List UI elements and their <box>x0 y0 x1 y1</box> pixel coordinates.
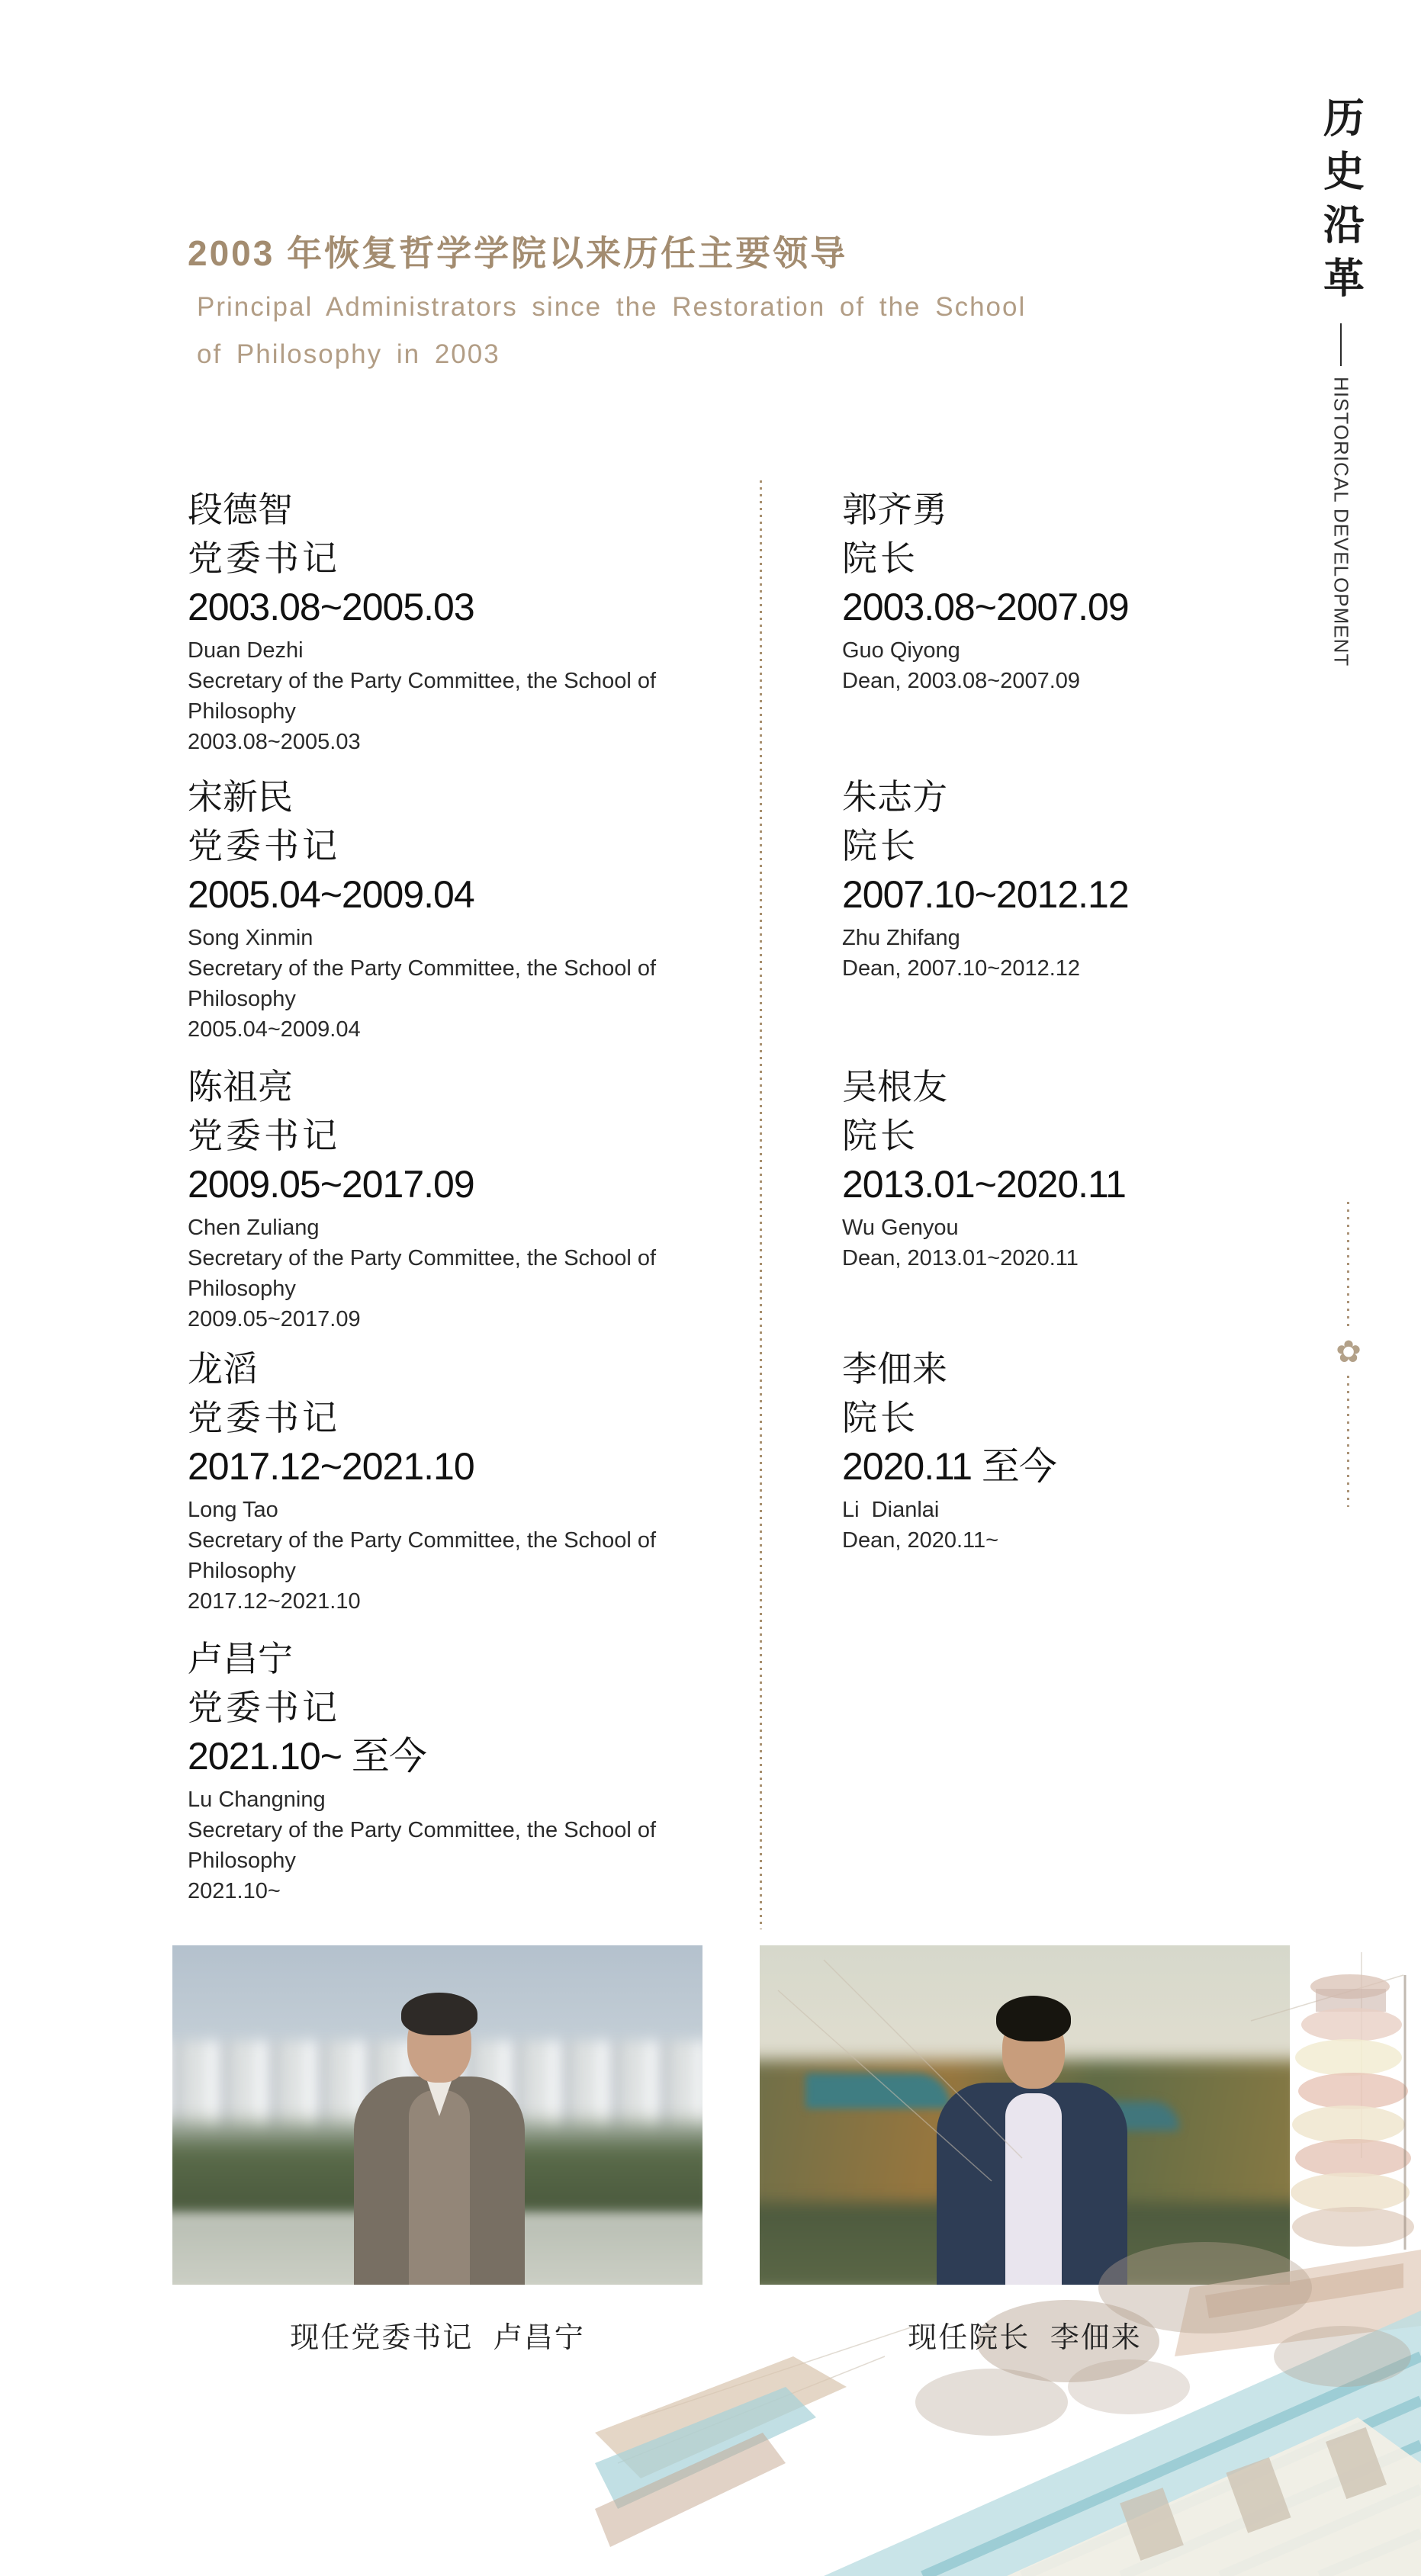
leader-post-cn: 院长 <box>842 1116 918 1155</box>
leader-name-en: Lu Changning <box>188 1787 326 1812</box>
caption-current-dean: 现任院长 李佃来 <box>908 2322 1142 2354</box>
leader-entry <box>842 492 1129 696</box>
column-dotted-divider <box>760 480 762 1929</box>
leader-entry <box>188 1069 722 1335</box>
dotted-line-bottom <box>1347 1376 1349 1507</box>
leader-post-cn: 院长 <box>842 538 918 578</box>
sidebar-title-en: HISTORICAL DEVELOPMENT <box>1329 377 1353 667</box>
leader-entry <box>842 779 1129 984</box>
section-sidebar <box>1313 96 1368 666</box>
sidebar-title-cn: 历史沿革 <box>1317 96 1364 310</box>
leader-name-en: Guo Qiyong <box>842 638 960 663</box>
leader-post-en: Secretary of the Party Committee, the School of Philosophy <box>188 669 657 724</box>
leader-post-en: Dean, 2013.01~2020.11 <box>842 1246 1079 1270</box>
margin-ornament <box>1333 1202 1364 1507</box>
leader-period-cn: 2021.10~ 至今 <box>188 1735 426 1778</box>
leader-period-cn: 2013.01~2020.11 <box>842 1163 1126 1206</box>
caption-current-party-secretary: 现任党委书记 卢昌宁 <box>290 2322 585 2354</box>
leader-entry <box>188 1641 722 1906</box>
leader-name-cn: 李佃来 <box>842 1349 947 1389</box>
page-title-en: Principal Administrators since the Restoration of the School of Philosophy in 2003 <box>197 292 1027 369</box>
sidebar-divider-line <box>1340 323 1342 366</box>
dotted-line-top <box>1347 1202 1349 1331</box>
leader-period-cn: 2017.12~2021.10 <box>188 1445 474 1488</box>
leader-period-cn: 2009.05~2017.09 <box>188 1163 474 1206</box>
leader-name-cn: 卢昌宁 <box>188 1639 293 1678</box>
leader-name-cn: 龙滔 <box>188 1349 258 1389</box>
leader-post-en: Dean, 2020.11~ <box>842 1528 999 1553</box>
leader-post-en: Secretary of the Party Committee, the School of Philosophy <box>188 956 657 1011</box>
leader-post-cn: 院长 <box>842 1398 918 1437</box>
leader-entry <box>188 1351 722 1617</box>
leader-post-cn: 党委书记 <box>188 826 340 866</box>
leader-entry <box>842 1351 1056 1556</box>
leader-period-cn: 2020.11 至今 <box>842 1445 1056 1488</box>
leader-entry <box>188 492 722 757</box>
leader-name-cn: 段德智 <box>188 490 293 529</box>
leader-period-en: 2005.04~2009.04 <box>188 1017 361 1042</box>
leader-post-cn: 院长 <box>842 826 918 866</box>
leader-post-en: Dean, 2003.08~2007.09 <box>842 669 1081 693</box>
leader-entry <box>188 779 722 1045</box>
leader-name-cn: 朱志方 <box>842 777 947 817</box>
leader-period-en: 2021.10~ <box>188 1879 281 1903</box>
leader-post-en: Secretary of the Party Committee, the School of Philosophy <box>188 1818 657 1873</box>
leader-period-cn: 2005.04~2009.04 <box>188 873 474 916</box>
photo-person-sweater <box>409 2090 470 2285</box>
leader-name-en: Duan Dezhi <box>188 638 304 663</box>
leader-post-en: Secretary of the Party Committee, the School of Philosophy <box>188 1528 657 1583</box>
leader-name-en: Chen Zuliang <box>188 1216 320 1240</box>
leader-post-en: Secretary of the Party Committee, the School of Philosophy <box>188 1246 657 1301</box>
leader-period-cn: 2003.08~2005.03 <box>188 586 474 628</box>
flower-icon: ✿ <box>1336 1335 1362 1369</box>
leader-name-cn: 郭齐勇 <box>842 490 947 529</box>
leader-name-en: Wu Genyou <box>842 1216 959 1240</box>
leader-name-en: Song Xinmin <box>188 926 313 950</box>
leader-name-cn: 吴根友 <box>842 1067 947 1107</box>
leader-period-en: 2017.12~2021.10 <box>188 1589 361 1614</box>
leader-period-en: 2003.08~2005.03 <box>188 730 361 754</box>
leader-entry <box>842 1069 1126 1274</box>
leader-period-en: 2009.05~2017.09 <box>188 1307 361 1331</box>
leader-post-cn: 党委书记 <box>188 1398 340 1437</box>
leader-name-en: Long Tao <box>188 1498 278 1522</box>
leader-name-en: Zhu Zhifang <box>842 926 960 950</box>
page-title-cn: 2003 年恢复哲学学院以来历任主要领导 <box>188 233 848 273</box>
leader-period-cn: 2007.10~2012.12 <box>842 873 1129 916</box>
leader-post-en: Dean, 2007.10~2012.12 <box>842 956 1081 981</box>
photo-person-hair <box>401 1993 477 2035</box>
leader-period-cn: 2003.08~2007.09 <box>842 586 1129 628</box>
leader-post-cn: 党委书记 <box>188 1688 340 1727</box>
leader-name-cn: 宋新民 <box>188 777 293 817</box>
leader-name-cn: 陈祖亮 <box>188 1067 293 1107</box>
leader-post-cn: 党委书记 <box>188 538 340 578</box>
leader-name-en: Li Dianlai <box>842 1498 940 1522</box>
watercolor-building-illustration <box>595 1929 1421 2576</box>
leader-post-cn: 党委书记 <box>188 1116 340 1155</box>
